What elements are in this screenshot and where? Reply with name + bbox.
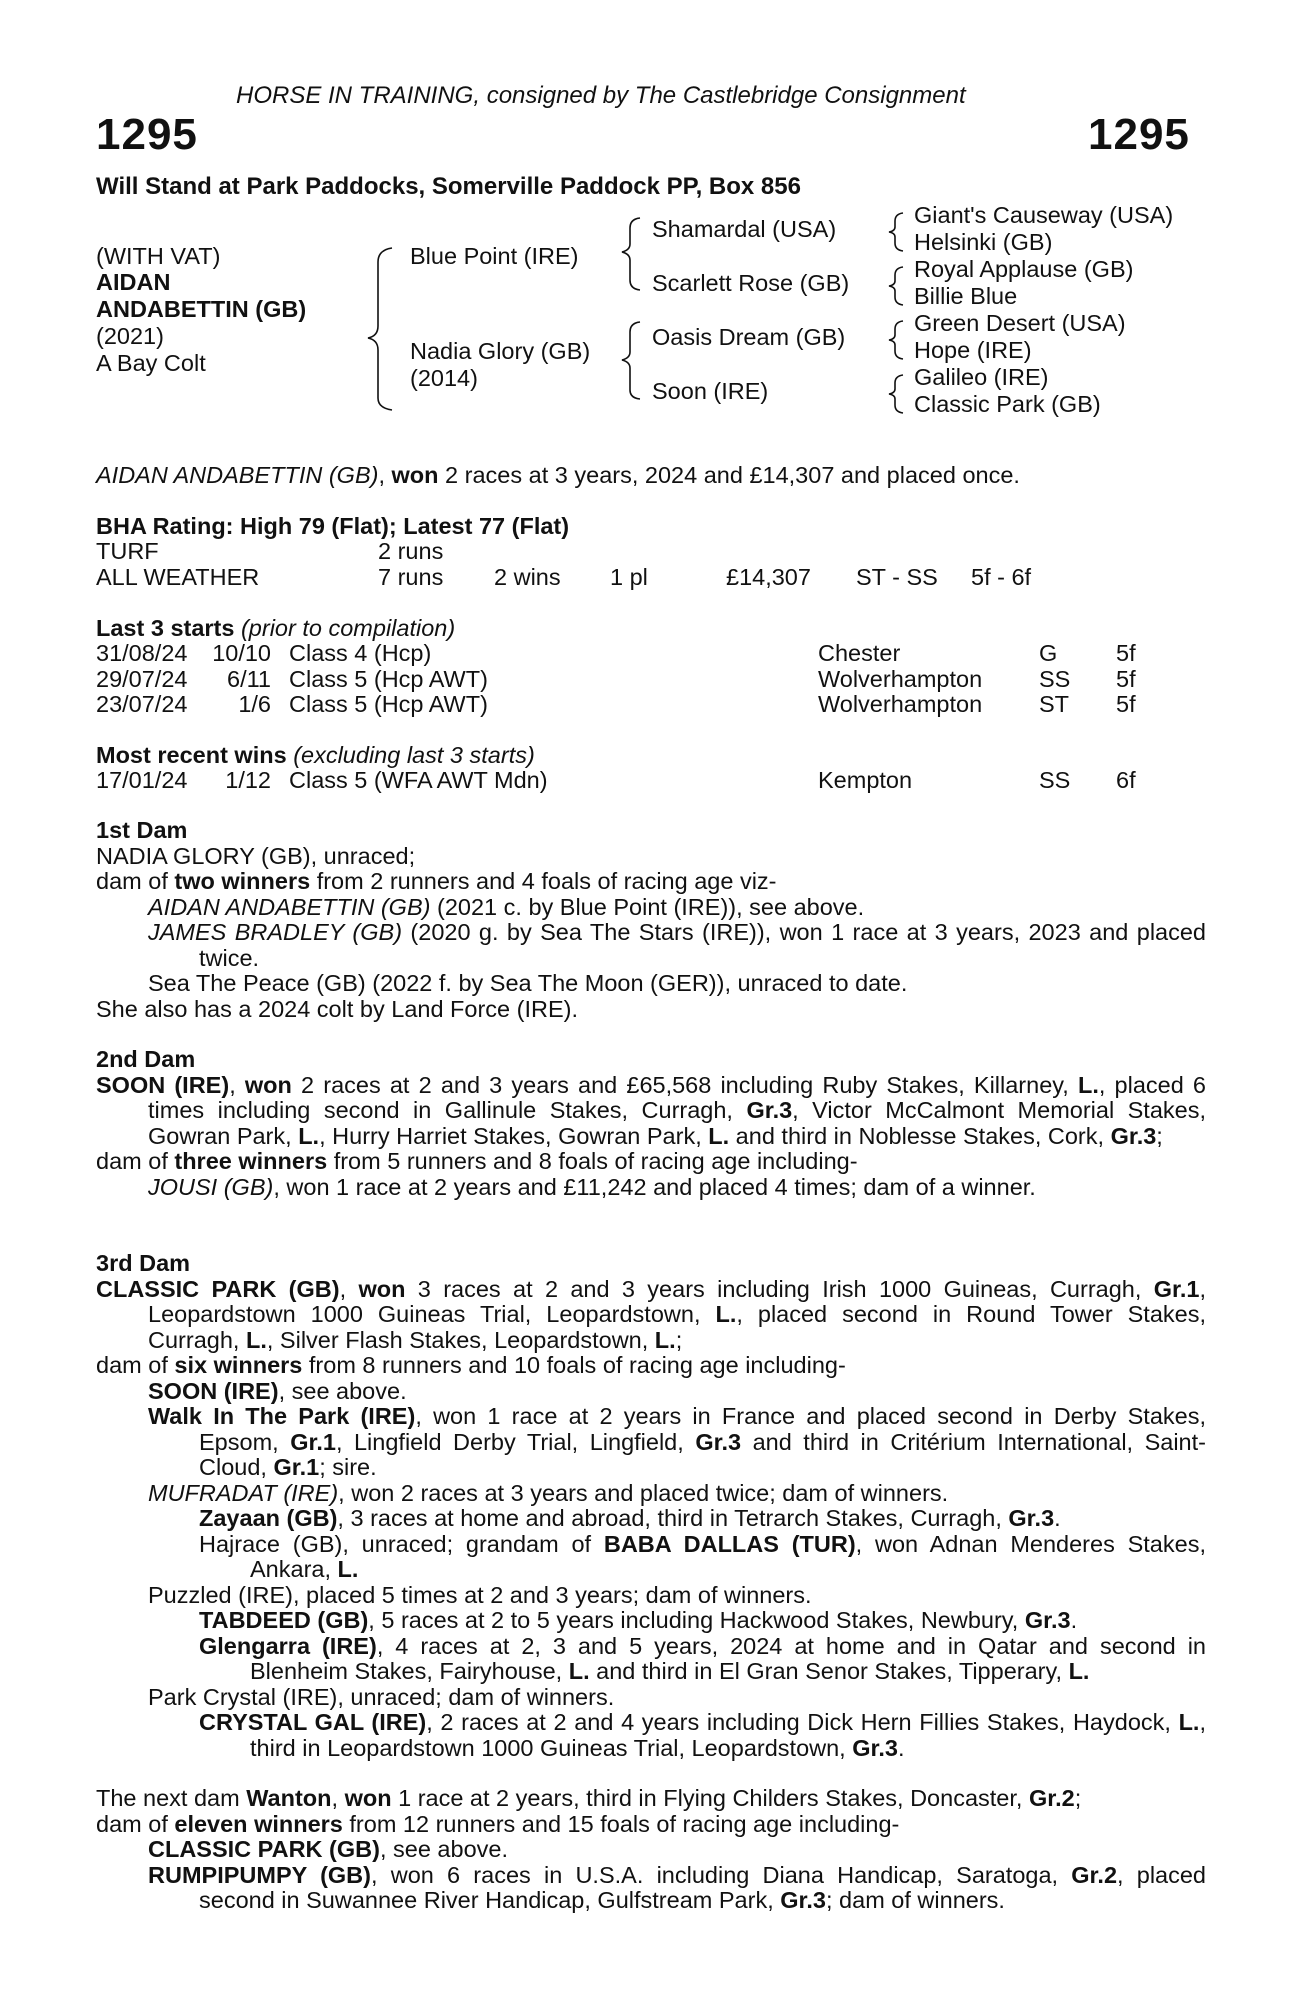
sire: Blue Point (IRE) xyxy=(410,243,579,269)
second-dam-progeny-1: JOUSI (GB), won 1 race at 2 years and £11,242 and placed 4 times; dam of a winner. xyxy=(148,1173,1036,1200)
second-dam-record: SOON (IRE), won 2 races at 2 and 3 years and £65,568 including Ruby Stakes, Killarney, L., placed 6 times including second in Gallinule Stakes, Curragh, Gr.3, Victor McCalmont Memorial Stakes, Gowran Park, L., Hurry Harriet Stakes, Gowran Park, L. and third in Noblesse Stakes, Cork, Gr.3; xyxy=(96,1071,1207,1149)
aw-runs: 7 runs xyxy=(378,564,444,590)
first-dam-section xyxy=(96,818,1206,1022)
next-dam-produce-intro: dam of eleven winners from 12 runners and 15 foals of racing age including- xyxy=(96,1810,900,1837)
recent-wins-heading xyxy=(96,742,535,769)
recent-wins-title: Most recent wins xyxy=(96,742,287,768)
last-start-pos: 10/10 xyxy=(212,640,271,666)
last-starts-heading xyxy=(96,615,455,642)
last-start-dist: 5f xyxy=(1116,691,1136,717)
last-start-course: Chester xyxy=(818,640,901,666)
last-start-going: ST xyxy=(1039,691,1070,717)
grand-8: Classic Park (GB) xyxy=(914,391,1101,417)
grandprogeny-tabdeed: TABDEED (GB), 5 races at 2 to 5 years including Hackwood Stakes, Newbury, Gr.3. xyxy=(199,1607,1078,1633)
third-dam-progeny-puzzled: Puzzled (IRE), placed 5 times at 2 and 3 years; dam of winners. xyxy=(148,1581,812,1608)
last-start-course: Wolverhampton xyxy=(818,691,983,717)
next-dam-section xyxy=(96,1786,1206,1914)
dam: Nadia Glory (GB) xyxy=(410,338,591,364)
race-summary: AIDAN ANDABETTIN (GB), won 2 races at 3 years, 2024 and £14,307 and placed once. xyxy=(96,462,1020,488)
last-start-dist: 5f xyxy=(1116,665,1136,692)
summary-text: 2 races at 3 years, 2024 and £14,307 and placed once. xyxy=(438,462,1020,488)
grandprogeny-crystal-gal: CRYSTAL GAL (IRE), 2 races at 2 and 4 years including Dick Hern Fillies Stakes, Haydock, L., third in Leopardstown 1000 Guineas Trial, Leopardstown, Gr.3. xyxy=(199,1709,1206,1761)
third-dam-progeny-mufradat: MUFRADAT (IRE), won 2 races at 3 years and placed twice; dam of winners. xyxy=(148,1479,949,1506)
first-dam-title: 1st Dam xyxy=(96,817,188,843)
vat-label: (WITH VAT) xyxy=(96,243,221,269)
aw-going: ST - SS xyxy=(856,564,938,590)
grand-1: Giant's Causeway (USA) xyxy=(914,202,1174,228)
aw-wins: 2 wins xyxy=(494,564,561,590)
dam-year: (2014) xyxy=(410,365,478,391)
recent-win-pos: 1/12 xyxy=(225,767,271,793)
first-dam-progeny-3: Sea The Peace (GB) (2022 f. by Sea The Moon (GER)), unraced to date. xyxy=(148,970,908,996)
last-start-date: 31/08/24 xyxy=(96,640,188,666)
turf-label: TURF xyxy=(96,538,159,564)
last-start-race: Class 5 (Hcp AWT) xyxy=(289,665,488,692)
third-dam-produce-intro: dam of six winners from 8 runners and 10 foals of racing age including- xyxy=(96,1352,846,1378)
second-dam-section xyxy=(96,1047,1206,1200)
sire-sire: Shamardal (USA) xyxy=(652,216,837,242)
dam-dam: Soon (IRE) xyxy=(652,378,769,404)
horse-name-line1: AIDAN xyxy=(96,269,171,295)
first-dam-produce-intro: dam of two winners from 2 runners and 4 foals of racing age viz- xyxy=(96,868,777,894)
grand-4: Billie Blue xyxy=(914,283,1018,309)
first-dam-foal-note: She also has a 2024 colt by Land Force (IRE). xyxy=(96,995,579,1022)
horse-name-line2: ANDABETTIN (GB) xyxy=(96,296,307,322)
bha-rating: BHA Rating: High 79 (Flat); Latest 77 (Flat) xyxy=(96,513,570,539)
main-brace xyxy=(368,248,392,410)
next-dam-progeny-rumpipumpy: RUMPIPUMPY (GB), won 6 races in U.S.A. including Diana Handicap, Saratoga, Gr.2, placed second in Suwannee River Handicap, Gulfstream Park, Gr.3; dam of winners. xyxy=(148,1861,1206,1913)
last-start-course: Wolverhampton xyxy=(818,665,983,692)
grand-brace-2 xyxy=(889,267,903,305)
last-start-pos: 1/6 xyxy=(238,691,271,717)
recent-win-dist: 6f xyxy=(1116,767,1136,793)
aw-distance: 5f - 6f xyxy=(971,564,1032,590)
dam-brace xyxy=(622,322,640,399)
third-dam-progeny-walk-in-the-park: Walk In The Park (IRE), won 1 race at 2 years in France and placed second in Derby Stakes, Epsom, Gr.1, Lingfield Derby Trial, Lingfield, Gr.3 and third in Critérium International, Saint-Cloud, Gr.1; sire. xyxy=(148,1403,1206,1480)
third-dam-record: CLASSIC PARK (GB), won 3 races at 2 and 3 years including Irish 1000 Guineas, Curragh, Gr.1, Leopardstown 1000 Guineas Trial, Leopardstown, L., placed second in Round Tower Stakes, Curragh, L., Silver Flash Stakes, Leopardstown, L.; xyxy=(96,1275,1207,1353)
last-start-race: Class 4 (Hcp) xyxy=(289,640,432,666)
lot-number-left: 1295 xyxy=(96,110,198,159)
grand-3: Royal Applause (GB) xyxy=(914,256,1134,282)
second-dam-produce-intro: dam of three winners from 5 runners and 8 foals of racing age including- xyxy=(96,1148,858,1174)
last-start-race: Class 5 (Hcp AWT) xyxy=(289,691,488,717)
last-start-pos: 6/11 xyxy=(227,665,271,692)
grand-brace-1 xyxy=(889,213,903,251)
grand-5: Green Desert (USA) xyxy=(914,310,1126,336)
grand-2: Helsinki (GB) xyxy=(914,229,1053,255)
lot-number-right: 1295 xyxy=(1088,110,1190,159)
aw-placed: 1 pl xyxy=(610,564,648,590)
last-start-going: SS xyxy=(1039,665,1071,692)
recent-wins-note: (excluding last 3 starts) xyxy=(293,742,535,768)
dam-sire: Oasis Dream (GB) xyxy=(652,324,846,350)
grandprogeny-glengarra: Glengarra (IRE), 4 races at 2, 3 and 5 years, 2024 at home and in Qatar and second in Blenheim Stakes, Fairyhouse, L. and third in El Gran Senor Stakes, Tipperary, L. xyxy=(199,1632,1206,1684)
grand-6: Hope (IRE) xyxy=(914,337,1032,363)
grandprogeny-zayaan: Zayaan (GB), 3 races at home and abroad, third in Tetrarch Stakes, Curragh, Gr.3. xyxy=(199,1505,1061,1531)
aw-label: ALL WEATHER xyxy=(96,564,260,590)
last-starts-title: Last 3 starts xyxy=(96,615,235,641)
next-dam-progeny-classic-park: CLASSIC PARK (GB), see above. xyxy=(148,1836,508,1862)
aw-prize: £14,307 xyxy=(726,564,811,590)
grand-brace-4 xyxy=(889,375,903,413)
grand-brace-3 xyxy=(889,321,903,359)
summary-horse-name: AIDAN ANDABETTIN (GB) xyxy=(96,462,379,488)
first-dam-progeny-1: AIDAN ANDABETTIN (GB) (2021 c. by Blue Point (IRE)), see above. xyxy=(148,893,865,920)
last-start-date: 23/07/24 xyxy=(96,691,188,717)
recent-win-date: 17/01/24 xyxy=(96,767,188,793)
horse-description: A Bay Colt xyxy=(96,350,206,376)
grand-7: Galileo (IRE) xyxy=(914,364,1049,390)
next-dam-record: The next dam Wanton, won 1 race at 2 years, third in Flying Childers Stakes, Doncaster, Gr.2; xyxy=(96,1785,1082,1811)
last-start-dist: 5f xyxy=(1116,640,1136,666)
sire-dam: Scarlett Rose (GB) xyxy=(652,270,850,296)
recent-win-race: Class 5 (WFA AWT Mdn) xyxy=(289,767,548,793)
stand-location: Will Stand at Park Paddocks, Somerville Paddock PP, Box 856 xyxy=(96,173,801,200)
third-dam-progeny-park-crystal: Park Crystal (IRE), unraced; dam of winners. xyxy=(148,1683,615,1710)
grandprogeny-hajrace: Hajrace (GB), unraced; grandam of BABA DALLAS (TUR), won Adnan Menderes Stakes, Ankara, L. xyxy=(199,1530,1206,1582)
recent-win-course: Kempton xyxy=(818,767,913,793)
first-dam-line: NADIA GLORY (GB), unraced; xyxy=(96,842,416,869)
third-dam-progeny-soon: SOON (IRE), see above. xyxy=(148,1377,407,1404)
last-start-going: G xyxy=(1039,640,1058,666)
summary-won: won xyxy=(391,462,439,488)
third-dam-section xyxy=(96,1251,1206,1761)
third-dam-title: 3rd Dam xyxy=(96,1250,191,1276)
consignment-title: HORSE IN TRAINING, consigned by The Castlebridge Consignment xyxy=(236,82,966,109)
sire-brace xyxy=(622,218,640,290)
second-dam-title: 2nd Dam xyxy=(96,1046,196,1072)
first-dam-progeny-2: JAMES BRADLEY (GB) (2020 g. by Sea The Stars (IRE)), won 1 race at 3 years, 2023 and placed twice. xyxy=(148,919,1207,971)
recent-win-going: SS xyxy=(1039,767,1071,793)
turf-runs: 2 runs xyxy=(378,538,444,564)
horse-year: (2021) xyxy=(96,323,164,349)
last-start-date: 29/07/24 xyxy=(96,665,188,692)
last-starts-note: (prior to compilation) xyxy=(240,615,456,641)
